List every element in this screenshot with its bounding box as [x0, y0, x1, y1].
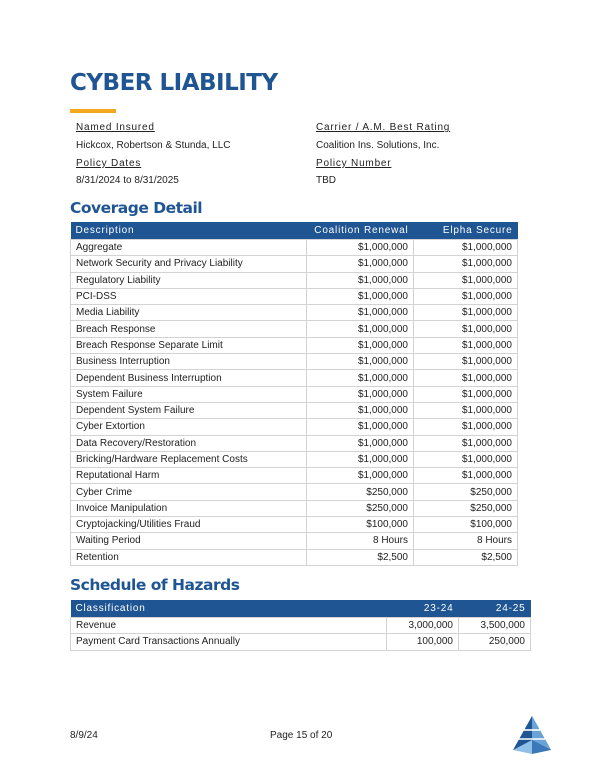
- table-cell: $1,000,000: [414, 240, 518, 256]
- table-cell: $100,000: [414, 517, 518, 533]
- hazards-table-row: [71, 634, 531, 650]
- table-cell: $1,000,000: [307, 240, 414, 256]
- coverage-table-row: [71, 484, 518, 500]
- table-cell: 100,000: [387, 634, 459, 650]
- table-cell: $2,500: [307, 549, 414, 565]
- coverage-table-row: [71, 386, 518, 402]
- table-cell: $100,000: [307, 517, 414, 533]
- footer-page-number: Page 15 of 20: [270, 730, 333, 741]
- coverage-table-row: [71, 435, 518, 451]
- table-cell: Cryptojacking/Utilities Fraud: [71, 517, 307, 533]
- table-cell: 8 Hours: [307, 533, 414, 549]
- table-cell: Revenue: [71, 618, 387, 634]
- table-cell: $1,000,000: [307, 288, 414, 304]
- table-cell: $250,000: [414, 500, 518, 516]
- table-cell: Dependent Business Interruption: [71, 370, 307, 386]
- coverage-table-row: [71, 240, 518, 256]
- table-cell: Network Security and Privacy Liability: [71, 256, 307, 272]
- table-cell: $1,000,000: [307, 402, 414, 418]
- coverage-detail-title: Coverage Detail: [70, 199, 203, 217]
- policy-dates-value: 8/31/2024 to 8/31/2025: [76, 175, 179, 186]
- table-cell: $1,000,000: [414, 435, 518, 451]
- table-cell: Waiting Period: [71, 533, 307, 549]
- table-cell: Dependent System Failure: [71, 402, 307, 418]
- table-cell: $1,000,000: [307, 354, 414, 370]
- footer-date: 8/9/24: [70, 730, 98, 741]
- column-header-24-25: 24-25: [459, 600, 531, 618]
- named-insured-value: Hickcox, Robertson & Stunda, LLC: [76, 140, 231, 151]
- coverage-table-row: [71, 419, 518, 435]
- table-cell: $1,000,000: [307, 435, 414, 451]
- coverage-table-row: [71, 468, 518, 484]
- table-cell: $250,000: [414, 484, 518, 500]
- table-cell: 3,000,000: [387, 618, 459, 634]
- hazards-table: [70, 600, 531, 651]
- table-cell: Retention: [71, 549, 307, 565]
- coverage-table-row: [71, 354, 518, 370]
- table-cell: 250,000: [459, 634, 531, 650]
- table-cell: $1,000,000: [414, 272, 518, 288]
- table-cell: Bricking/Hardware Replacement Costs: [71, 451, 307, 467]
- table-cell: $1,000,000: [307, 321, 414, 337]
- coverage-table-row: [71, 517, 518, 533]
- coverage-table-row: [71, 500, 518, 516]
- table-cell: $2,500: [414, 549, 518, 565]
- table-cell: PCI-DSS: [71, 288, 307, 304]
- table-cell: Cyber Extortion: [71, 419, 307, 435]
- table-cell: Data Recovery/Restoration: [71, 435, 307, 451]
- table-cell: Aggregate: [71, 240, 307, 256]
- table-cell: 3,500,000: [459, 618, 531, 634]
- page-title: CYBER LIABILITY: [70, 70, 278, 96]
- table-cell: $1,000,000: [307, 305, 414, 321]
- carrier-value: Coalition Ins. Solutions, Inc.: [316, 140, 440, 151]
- coverage-table-row: [71, 533, 518, 549]
- coverage-table-row: [71, 549, 518, 565]
- schedule-of-hazards-title: Schedule of Hazards: [70, 576, 240, 594]
- table-cell: $1,000,000: [307, 370, 414, 386]
- table-cell: $1,000,000: [414, 386, 518, 402]
- table-cell: Cyber Crime: [71, 484, 307, 500]
- table-cell: $1,000,000: [414, 354, 518, 370]
- coverage-table-row: [71, 451, 518, 467]
- table-cell: Reputational Harm: [71, 468, 307, 484]
- coverage-table-row: [71, 402, 518, 418]
- column-header-elpha-secure: Elpha Secure: [414, 222, 518, 240]
- table-cell: $250,000: [307, 484, 414, 500]
- policy-number-value: TBD: [316, 175, 336, 186]
- table-cell: Regulatory Liability: [71, 272, 307, 288]
- table-cell: $1,000,000: [307, 256, 414, 272]
- coverage-table-row: [71, 321, 518, 337]
- table-cell: Payment Card Transactions Annually: [71, 634, 387, 650]
- coverage-table-row: [71, 272, 518, 288]
- column-header-classification: Classification: [71, 600, 387, 618]
- hazards-table-row: [71, 618, 531, 634]
- table-cell: $1,000,000: [307, 337, 414, 353]
- title-accent-rule: [70, 109, 116, 113]
- table-cell: $1,000,000: [414, 256, 518, 272]
- table-cell: $1,000,000: [414, 468, 518, 484]
- table-cell: $1,000,000: [414, 419, 518, 435]
- coverage-table-row: [71, 305, 518, 321]
- table-cell: $1,000,000: [414, 402, 518, 418]
- table-cell: Breach Response: [71, 321, 307, 337]
- policy-dates-label: Policy Dates: [76, 158, 142, 169]
- coverage-table-row: [71, 256, 518, 272]
- table-cell: Business Interruption: [71, 354, 307, 370]
- table-cell: Invoice Manipulation: [71, 500, 307, 516]
- table-cell: $250,000: [307, 500, 414, 516]
- table-cell: $1,000,000: [414, 337, 518, 353]
- coverage-table-row: [71, 370, 518, 386]
- table-cell: Media Liability: [71, 305, 307, 321]
- coverage-table-header: [71, 222, 518, 240]
- column-header-coalition-renewal: Coalition Renewal: [307, 222, 414, 240]
- coverage-table: [70, 222, 518, 566]
- table-cell: $1,000,000: [414, 305, 518, 321]
- table-cell: $1,000,000: [307, 451, 414, 467]
- column-header-23-24: 23-24: [387, 600, 459, 618]
- table-cell: $1,000,000: [307, 419, 414, 435]
- table-cell: System Failure: [71, 386, 307, 402]
- table-cell: Breach Response Separate Limit: [71, 337, 307, 353]
- table-cell: 8 Hours: [414, 533, 518, 549]
- coverage-table-row: [71, 288, 518, 304]
- named-insured-label: Named Insured: [76, 122, 155, 133]
- table-cell: $1,000,000: [414, 370, 518, 386]
- table-cell: $1,000,000: [414, 451, 518, 467]
- carrier-label: Carrier / A.M. Best Rating: [316, 122, 451, 133]
- hazards-table-header: [71, 600, 531, 618]
- column-header-description: Description: [71, 222, 307, 240]
- table-cell: $1,000,000: [307, 272, 414, 288]
- pyramid-logo-icon: [509, 714, 555, 756]
- policy-number-label: Policy Number: [316, 158, 392, 169]
- table-cell: $1,000,000: [307, 468, 414, 484]
- table-cell: $1,000,000: [414, 288, 518, 304]
- table-cell: $1,000,000: [307, 386, 414, 402]
- coverage-table-row: [71, 337, 518, 353]
- table-cell: $1,000,000: [414, 321, 518, 337]
